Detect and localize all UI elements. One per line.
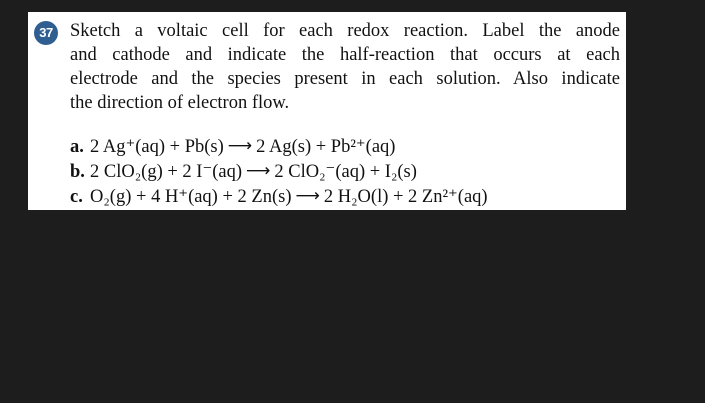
problem-number: 37 <box>39 25 53 40</box>
reaction-letter: c. <box>70 187 83 207</box>
reaction-products: 2 Ag(s) + Pb²⁺(aq) <box>256 137 396 157</box>
problem-prompt <box>70 19 620 115</box>
prompt-line: and cathode and indicate the half-reaction that occurs at each <box>70 45 620 65</box>
reaction-item-c <box>70 186 620 211</box>
prompt-line: the direction of electron flow. <box>70 93 290 113</box>
reaction-item-a <box>70 136 620 161</box>
reaction-products: 2 H₂O(l) + 2 Zn²⁺(aq) <box>323 187 488 207</box>
reaction-arrow-icon: ⟶ <box>246 161 271 181</box>
problem-number-badge <box>34 21 58 45</box>
reaction-arrow-icon: ⟶ <box>227 136 253 156</box>
reaction-letter: b. <box>70 162 85 182</box>
reaction-reactants: O₂(g) + 4 H⁺(aq) + 2 Zn(s) <box>90 187 292 207</box>
reaction-item-b <box>70 161 620 186</box>
prompt-line: electrode and the species present in each solution. Also indicate <box>70 69 620 89</box>
textbook-problem-card <box>28 12 626 210</box>
reaction-letter: a. <box>70 137 84 157</box>
reaction-products: 2 ClO₂⁻(aq) + I₂(s) <box>274 162 417 182</box>
reaction-reactants: 2 ClO₂(g) + 2 I⁻(aq) <box>90 162 243 182</box>
reaction-reactants: 2 Ag⁺(aq) + Pb(s) <box>90 137 224 157</box>
reaction-arrow-icon: ⟶ <box>295 186 320 206</box>
reaction-list <box>70 136 620 211</box>
prompt-line: Sketch a voltaic cell for each redox reaction. Label the anode <box>70 21 620 41</box>
